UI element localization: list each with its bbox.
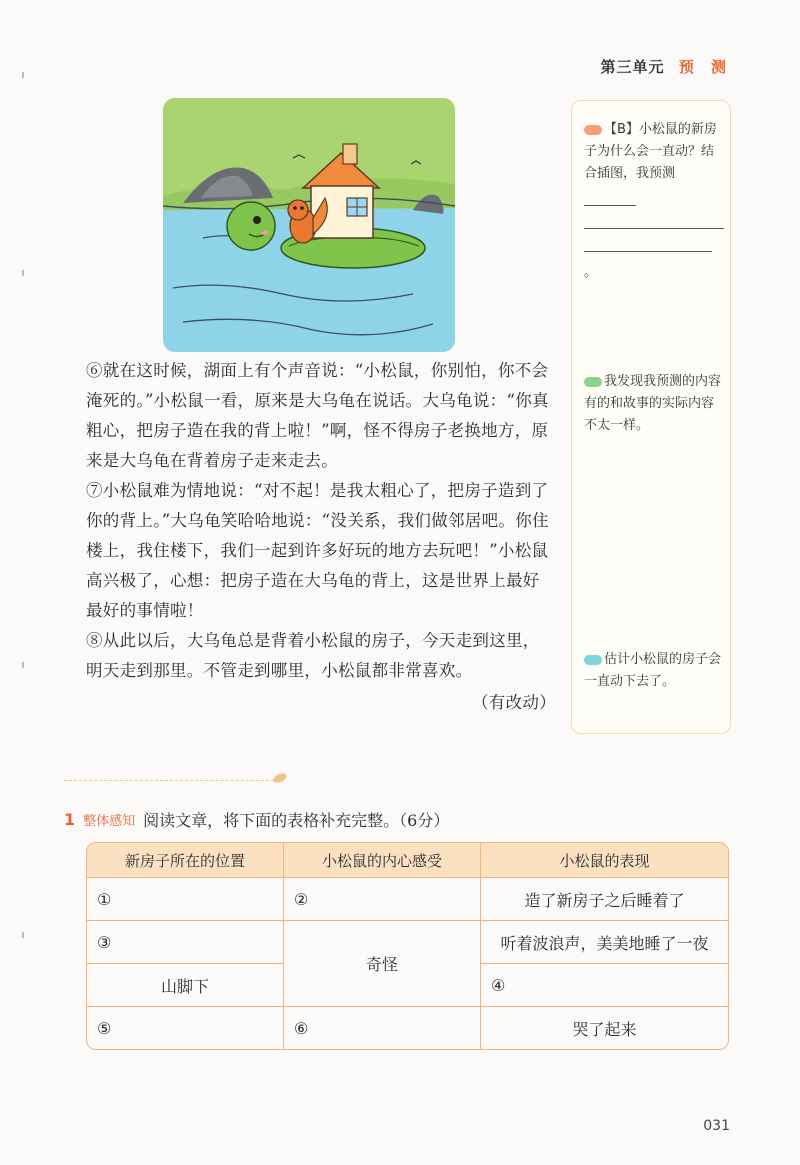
source-note: （有改动） [472, 693, 556, 712]
arrow-icon [584, 125, 602, 135]
margin-mark [22, 932, 24, 938]
prediction-prompt: 【B】小松鼠的新房子为什么会一直动？结合插图，我预测 [584, 122, 717, 181]
margin-mark [22, 662, 24, 668]
answer-blank[interactable] [584, 231, 712, 252]
answer-blank[interactable] [584, 208, 724, 229]
table-cell: 山脚下 [87, 963, 284, 1006]
reflection-note [584, 371, 724, 437]
topic-label: 预 测 [678, 58, 732, 76]
table-row [87, 1006, 728, 1049]
arrow-icon [584, 655, 602, 665]
answer-blank[interactable] [584, 185, 636, 206]
note-period: 。 [584, 265, 598, 280]
column-header: 小松鼠的内心感受 [284, 843, 481, 877]
paragraph-8: ⑧从此以后，大乌龟总是背着小松鼠的房子，今天走到这里，明天走到那里。不管走到哪里，小松鼠都非常喜欢。 [86, 631, 540, 680]
table-cell: 造了新房子之后睡着了 [481, 877, 728, 920]
table-header-row [87, 843, 728, 877]
table-cell[interactable]: ⑥ [284, 1006, 481, 1049]
unit-label: 第三单元 [600, 58, 665, 76]
estimate-note [584, 649, 724, 693]
turtle-house-image [163, 98, 455, 352]
table-cell[interactable]: ③ [87, 920, 284, 963]
leaf-icon [272, 772, 288, 784]
reflection-text: 我发现我预测的内容有的和故事的实际内容不太一样。 [584, 374, 722, 433]
column-header: 新房子所在的位置 [87, 843, 284, 877]
table-cell[interactable]: ④ [481, 963, 728, 1006]
table-row [87, 877, 728, 920]
page-header [601, 56, 732, 77]
answer-table [86, 842, 729, 1050]
question-tag: 整体感知 [83, 814, 136, 829]
story-illustration [163, 98, 455, 352]
section-divider [64, 780, 274, 781]
table-cell[interactable]: ① [87, 877, 284, 920]
table-cell: 奇怪 [284, 920, 481, 1006]
paragraph-7: ⑦小松鼠难为情地说：“对不起！是我太粗心了，把房子造到了你的背上。”大乌龟笑哈哈地说：“没关系，我们做邻居吧。你住楼上，我住楼下，我们一起到许多好玩的地方去玩吧！”小松鼠高兴极了，心想：把房子造在大乌龟的背上，这是世界上最好最好的事情啦！ [86, 481, 549, 620]
margin-mark [22, 270, 24, 276]
column-header: 小松鼠的表现 [481, 843, 728, 877]
arrow-icon [584, 377, 602, 387]
story-text [86, 356, 556, 718]
margin-mark [22, 72, 24, 78]
table-cell: 哭了起来 [481, 1006, 728, 1049]
prediction-note [584, 119, 724, 284]
table-row [87, 920, 728, 963]
question-prompt: 阅读文章，将下面的表格补充完整。（6分） [143, 811, 450, 830]
table-cell[interactable]: ② [284, 877, 481, 920]
annotation-sidebar [571, 100, 731, 734]
page-number: 031 [703, 1118, 730, 1134]
question-number: 1 [64, 810, 76, 829]
estimate-text: 估计小松鼠的房子会一直动下去了。 [584, 652, 722, 689]
table-cell[interactable]: ⑤ [87, 1006, 284, 1049]
paragraph-6: ⑥就在这时候，湖面上有个声音说：“小松鼠，你别怕，你不会淹死的。”小松鼠一看，原来是大乌龟在说话。大乌龟说：“你真粗心，把房子造在我的背上啦！”啊，怪不得房子老换地方，原来是大乌龟在背着房子走来走去。 [86, 361, 549, 470]
table-cell: 听着波浪声，美美地睡了一夜 [481, 920, 728, 963]
question-title [64, 808, 449, 831]
